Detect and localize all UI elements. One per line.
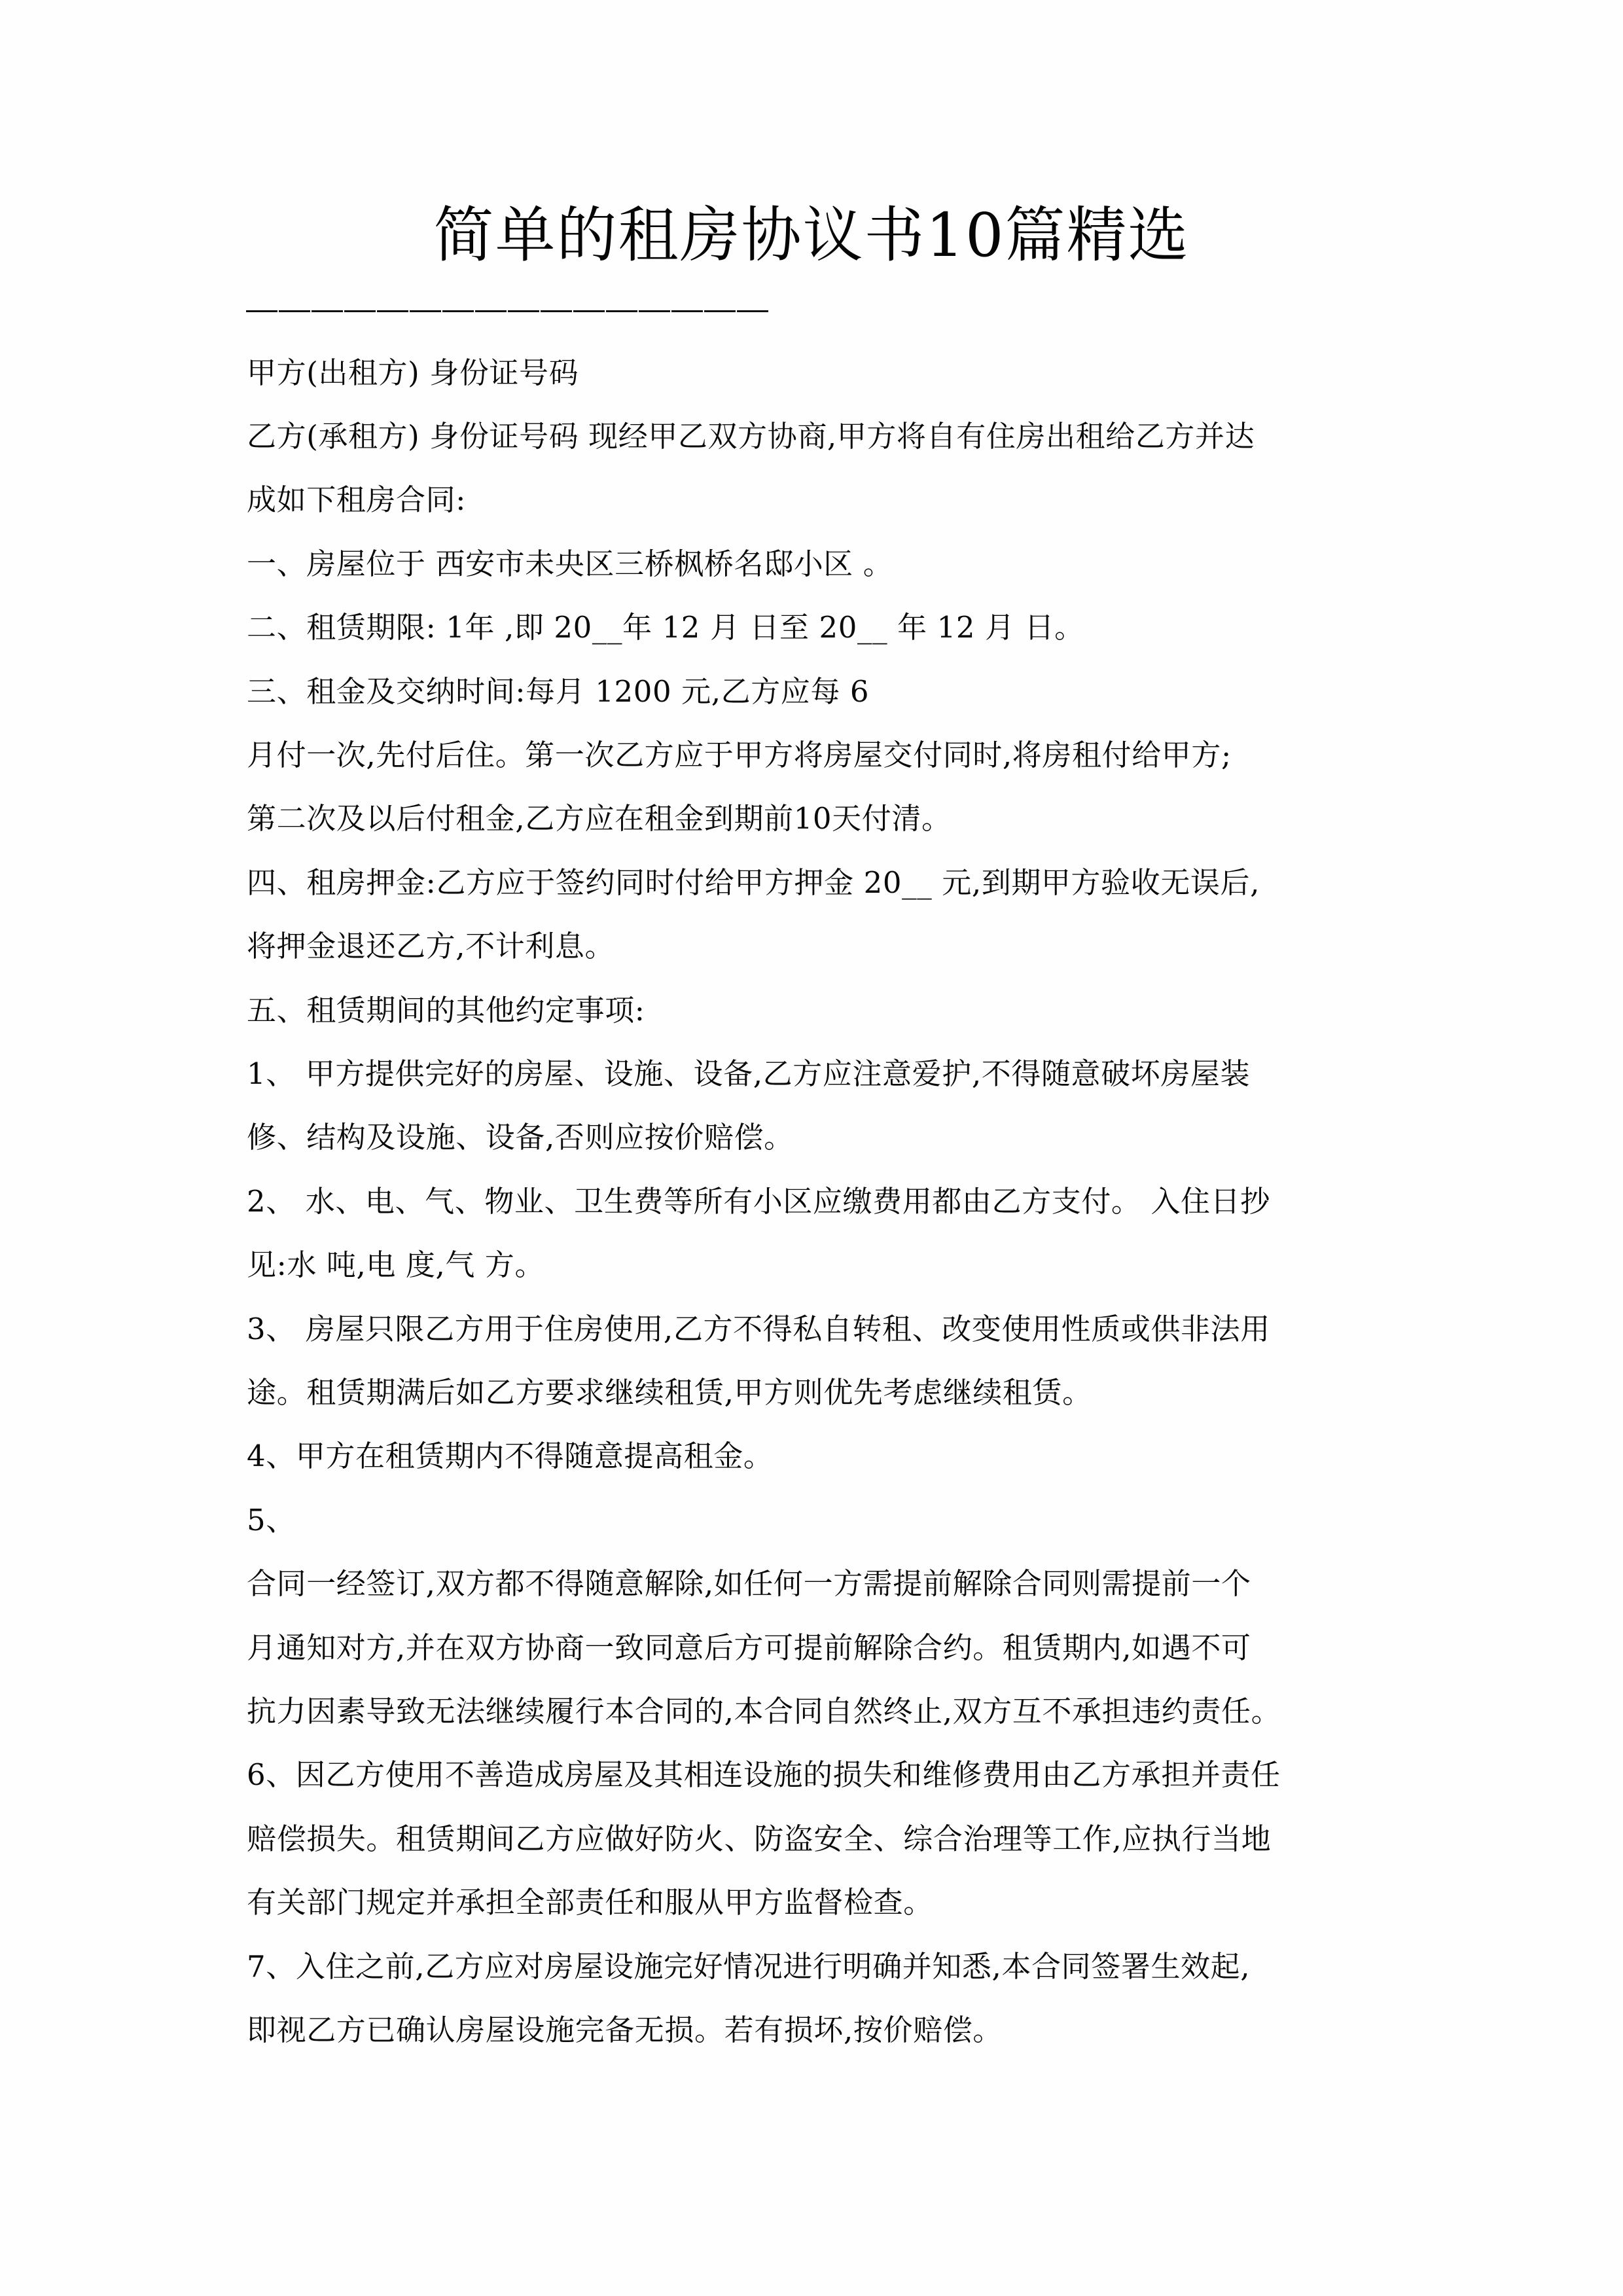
paragraph-line: 月付一次,先付后住。第一次乙方应于甲方将房屋交付同时,将房租付给甲方; [247,738,1232,772]
paragraph-line: 1、 甲方提供完好的房屋、设施、设备,乙方应注意爱护,不得随意破坏房屋装 [247,1056,1251,1091]
paragraph-line: 抗力因素导致无法继续履行本合同的,本合同自然终止,双方互不承担违约责任。 [247,1694,1281,1729]
paragraph-line: 三、租金及交纳时间:每月 1200 元,乙方应每 6 [247,674,870,709]
title-divider [246,310,770,313]
paragraph-line: 即视乙方已确认房屋设施完备无损。若有损坏,按价赔偿。 [247,2013,1003,2047]
paragraph-line: 月通知对方,并在双方协商一致同意后方可提前解除合约。租赁期内,如遇不可 [247,1630,1251,1665]
paragraph-line: 成如下租房合同: [247,482,466,517]
paragraph-line: 将押金退还乙方,不计利息。 [247,929,615,963]
paragraph-line: 合同一经签订,双方都不得随意解除,如任何一方需提前解除合同则需提前一个 [247,1566,1251,1601]
paragraph-line: 一、房屋位于 西安市未央区三桥枫桥名邸小区 。 [247,547,893,581]
paragraph-line: 第二次及以后付租金,乙方应在租金到期前10天付清。 [247,801,952,836]
paragraph-line: 4、甲方在租赁期内不得随意提高租金。 [247,1439,774,1473]
paragraph-line: 见:水 吨,电 度,气 方。 [247,1247,545,1282]
paragraph-line: 赔偿损失。租赁期间乙方应做好防火、防盗安全、综合治理等工作,应执行当地 [247,1821,1272,1856]
paragraph-line: 二、租赁期限: 1年 ,即 20__年 12 月 日至 20__ 年 12 月 日。 [247,610,1084,645]
paragraph-line: 途。租赁期满后如乙方要求继续租赁,甲方则优先考虑继续租赁。 [247,1375,1092,1410]
paragraph-line: 6、因乙方使用不善造成房屋及其相连设施的损失和维修费用由乙方承担并责任 [247,1757,1281,1792]
paragraph-line: 四、租房押金:乙方应于签约同时付给甲方押金 20__ 元,到期甲方验收无误后, [247,865,1260,900]
paragraph-line: 五、租赁期间的其他约定事项: [247,993,645,1028]
paragraph-line: 5、 [247,1503,296,1537]
paragraph-line: 3、 房屋只限乙方用于住房使用,乙方不得私自转租、改变使用性质或供非法用 [247,1312,1270,1346]
paragraph-line: 2、 水、电、气、物业、卫生费等所有小区应缴费用都由乙方支付。 入住日抄 [247,1184,1270,1219]
paragraph-line: 有关部门规定并承担全部责任和服从甲方监督检查。 [247,1885,933,1920]
paragraph-line: 甲方(出租方) 身份证号码 [247,355,579,390]
paragraph-line: 修、结构及设施、设备,否则应按价赔偿。 [247,1120,794,1155]
document-title: 简单的租房协议书10篇精选 [433,200,1190,270]
paragraph-line: 7、入住之前,乙方应对房屋设施完好情况进行明确并知悉,本合同签署生效起, [247,1949,1251,1984]
paragraph-line: 乙方(承租方) 身份证号码 现经甲乙双方协商,甲方将自有住房出租给乙方并达 [247,419,1255,454]
